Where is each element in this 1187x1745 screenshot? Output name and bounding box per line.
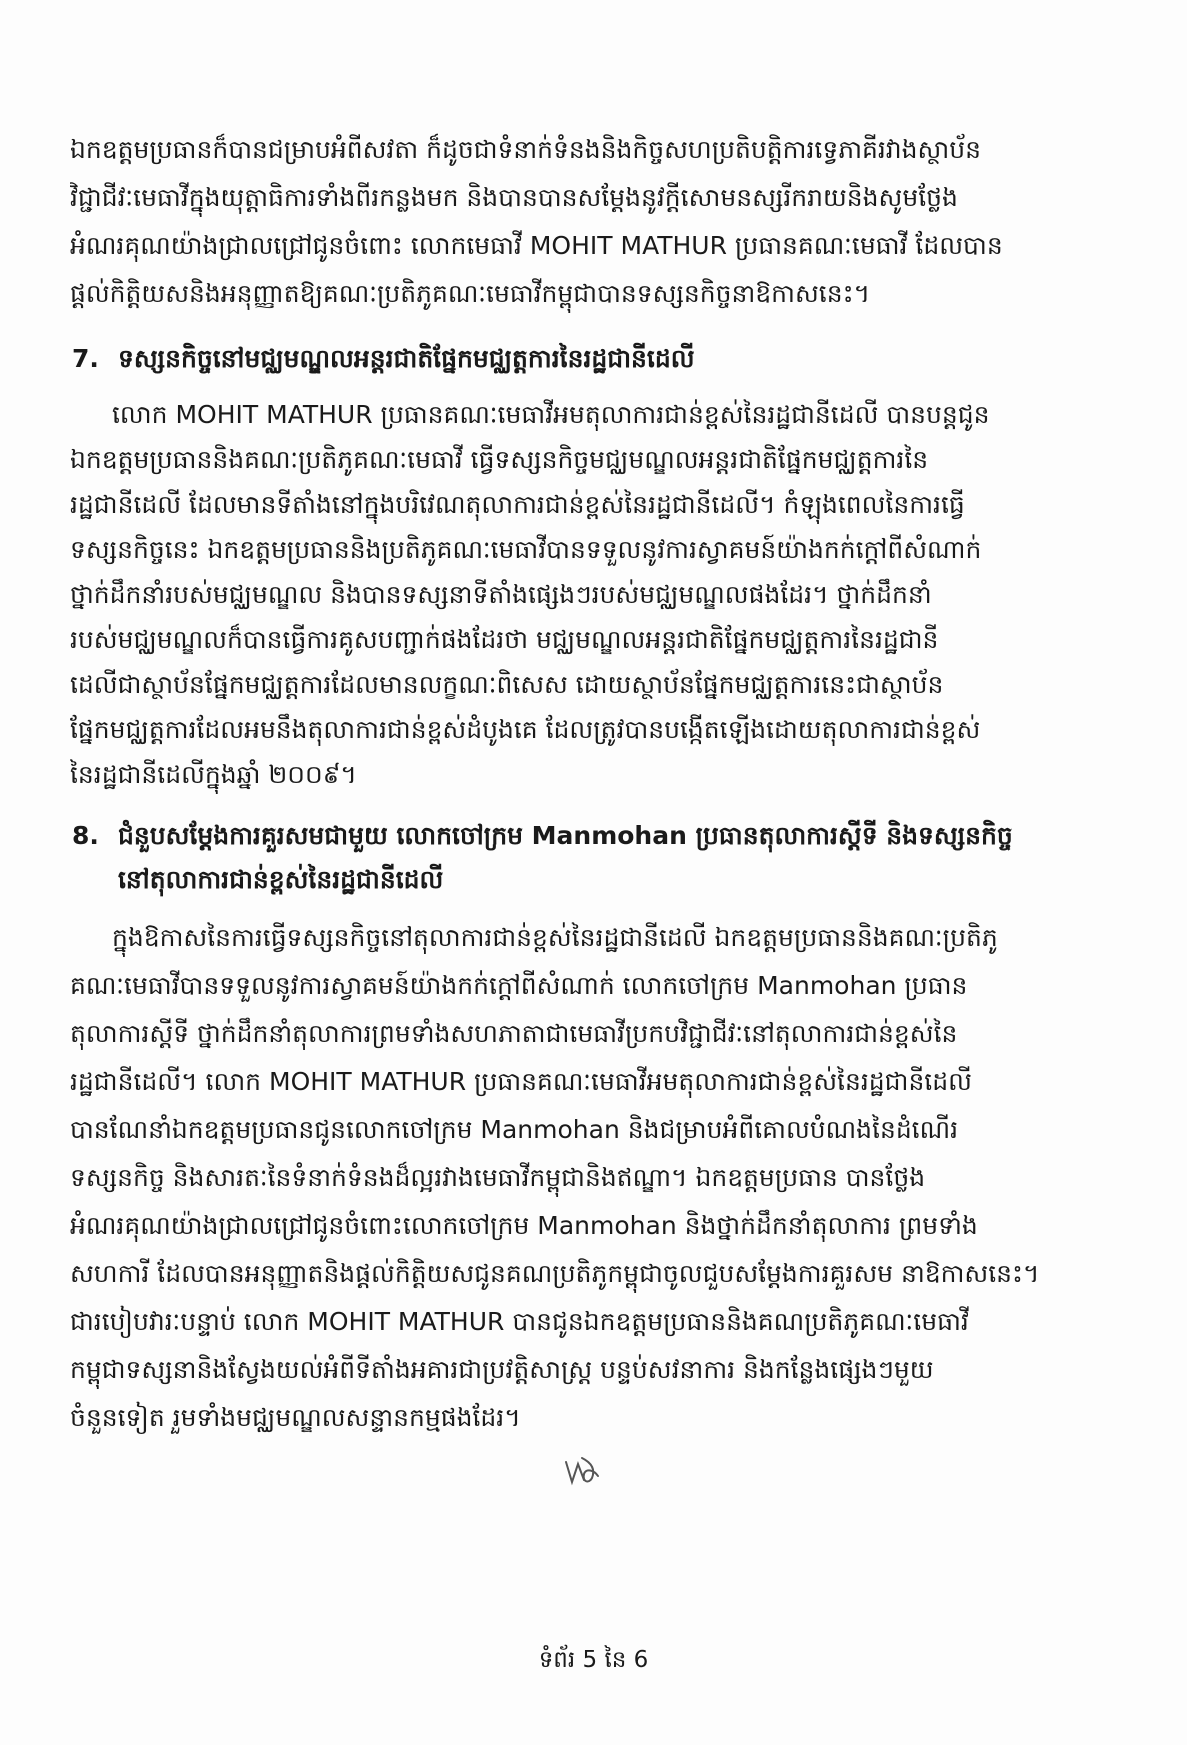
section7-line: លោក MOHIT MATHUR ប្រធានគណៈមេធាវីអមតុលាការជាន់ខ្ពស់នៃរដ្ឋជានីដេលី បានបន្តជូន	[112, 400, 990, 429]
section8-line: ជារបៀបវារៈបន្ទាប់ លោក MOHIT MATHUR បានជូនឯកឧត្តមប្រធាននិងគណប្រតិភូគណៈមេធាវី	[70, 1307, 969, 1336]
section7-line: របស់មជ្ឈមណ្ឌលក៏បានធ្វើការគូសបញ្ជាក់ផងដែរថា មជ្ឈមណ្ឌលអន្តរជាតិផ្នែកមជ្ឈត្តការនៃរដ្ឋជានី	[70, 625, 939, 654]
section7-number: 7.	[72, 344, 99, 373]
section8-number: 8.	[72, 821, 99, 850]
intro-line: ឯកឧត្តមប្រធានក៏បានជម្រាបអំពីសវតា ក៏ដូចជាទំនាក់ទំនងនិងកិច្ចសហប្រតិបត្តិការទ្វេភាគីរវាងស្ថាប័ន	[70, 135, 982, 164]
section8-line: តុលាការស្តីទី ថ្នាក់ដឹកនាំតុលាការព្រមទាំងសហភាតាជាមេធាវីប្រកបវិជ្ជាជីវៈនៅតុលាការជាន់ខ្ពស់នៃ	[70, 1019, 958, 1048]
section8-title-line: ជំនួបសម្តែងការគួរសមជាមួយ លោកចៅក្រម Manmohan ប្រធានតុលាការស្តីទី និងទស្សនកិច្ច	[118, 821, 1013, 850]
intro-line: អំណរគុណយ៉ាងជ្រាលជ្រៅជូនចំពោះ លោកមេធាវី MOHIT MATHUR ប្រធានគណៈមេធាវី ដែលបាន	[70, 231, 1003, 260]
section7-line: រដ្ឋជានីដេលី ដែលមានទីតាំងនៅក្នុងបរិវេណតុលាការជាន់ខ្ពស់នៃរដ្ឋជានីដេលី។ កំឡុងពេលនៃការធ្វើ	[70, 490, 965, 519]
intro-line: ផ្តល់កិត្តិយសនិងអនុញ្ញាតឱ្យគណៈប្រតិភូគណៈមេធាវីកម្ពុជាបានទស្សនកិច្ចនាឱកាសនេះ។	[70, 279, 871, 308]
section8-line: អំណរគុណយ៉ាងជ្រាលជ្រៅជូនចំពោះលោកចៅក្រម Manmohan និងថ្នាក់ដឹកនាំតុលាការ ព្រមទាំង	[70, 1211, 978, 1240]
section8-line: សហការី ដែលបានអនុញ្ញាតនិងផ្តល់កិត្តិយសជូនគណប្រតិភូកម្ពុជាចូលជួបសម្តែងការគួរសម នាឱកាសនេះ។	[70, 1259, 1040, 1288]
section8-line: បានណែនាំឯកឧត្តមប្រធានជូនលោកចៅក្រម Manmohan និងជម្រាបអំពីគោលបំណងនៃដំណើរ	[70, 1115, 959, 1144]
section7-line: នៃរដ្ឋជានីដេលីក្នុងឆ្នាំ ២០០៩។	[70, 760, 357, 789]
section8-line: កម្ពុជាទស្សនានិងស្វែងយល់អំពីទីតាំងអគារជាប្រវត្តិសាស្ត្រ បន្ទប់សវនាការ និងកន្លែងផ្សេងៗមួយ	[70, 1355, 934, 1384]
section7-line: ទស្សនកិច្ចនេះ ឯកឧត្តមប្រធាននិងប្រតិភូគណៈមេធាវីបានទទួលនូវការស្វាគមន៍យ៉ាងកក់ក្តៅពីសំណាក់	[70, 535, 982, 564]
section8-line: រដ្ឋជានីដេលី។ លោក MOHIT MATHUR ប្រធានគណៈមេធាវីអមតុលាការជាន់ខ្ពស់នៃរដ្ឋជានីដេលី	[70, 1067, 972, 1096]
section7-line: ដេលីជាស្ថាប័នផ្នែកមជ្ឈត្តការដែលមានលក្ខណៈពិសេស ដោយស្ថាប័នផ្នែកមជ្ឈត្តការនេះជាស្ថាប័ន	[70, 670, 944, 699]
section7-line: ថ្នាក់ដឹកនាំរបស់មជ្ឈមណ្ឌល និងបានទស្សនាទីតាំងផ្សេងៗរបស់មជ្ឈមណ្ឌលផងដែរ។ ថ្នាក់ដឹកនាំ	[70, 580, 932, 609]
section8-line: គណៈមេធាវីបានទទួលនូវការស្វាគមន៍យ៉ាងកក់ក្តៅពីសំណាក់ លោកចៅក្រម Manmohan ប្រធាន	[70, 971, 968, 1000]
section8-line: ចំនួនទៀត រួមទាំងមជ្ឈមណ្ឌលសន្ទានកម្មផងដែរ។	[70, 1403, 521, 1432]
page-number: ទំព័រ 5 នៃ 6	[538, 1647, 649, 1673]
section7-line: ឯកឧត្តមប្រធាននិងគណៈប្រតិភូគណៈមេធាវី ធ្វើទស្សនកិច្ចមជ្ឈមណ្ឌលអន្តរជាតិផ្នែកមជ្ឈត្តការនៃ	[70, 445, 929, 474]
intro-line: វិជ្ជាជីវៈមេធាវីក្នុងយុត្តាធិការទាំងពីរកន្លងមក និងបានបានសម្តែងនូវក្តីសោមនស្សរីករាយនិងសូមថ្លែង	[70, 183, 958, 212]
section8-title-line: នៅតុលាការជាន់ខ្ពស់នៃរដ្ឋជានីដេលី	[118, 865, 444, 894]
initials-mark-icon	[562, 1452, 602, 1488]
section7-line: ផ្នែកមជ្ឈត្តការដែលអមនឹងតុលាការជាន់ខ្ពស់ដំបូងគេ ដែលត្រូវបានបង្កើតឡើងដោយតុលាការជាន់ខ្ពស់	[70, 715, 981, 744]
section7-title: ទស្សនកិច្ចនៅមជ្ឈមណ្ឌលអន្តរជាតិផ្នែកមជ្ឈត្តការនៃរដ្ឋជានីដេលី	[118, 344, 695, 373]
section8-line: ទស្សនកិច្ច និងសារតៈនៃទំនាក់ទំនងដ៏ល្អរវាងមេធាវីកម្ពុជានិងឥណ្ឌា។ ឯកឧត្តមប្រធាន បានថ្លែង	[70, 1163, 926, 1192]
section8-line: ក្នុងឱកាសនៃការធ្វើទស្សនកិច្ចនៅតុលាការជាន់ខ្ពស់នៃរដ្ឋជានីដេលី ឯកឧត្តមប្រធាននិងគណៈប្រតិភូ	[112, 923, 998, 952]
